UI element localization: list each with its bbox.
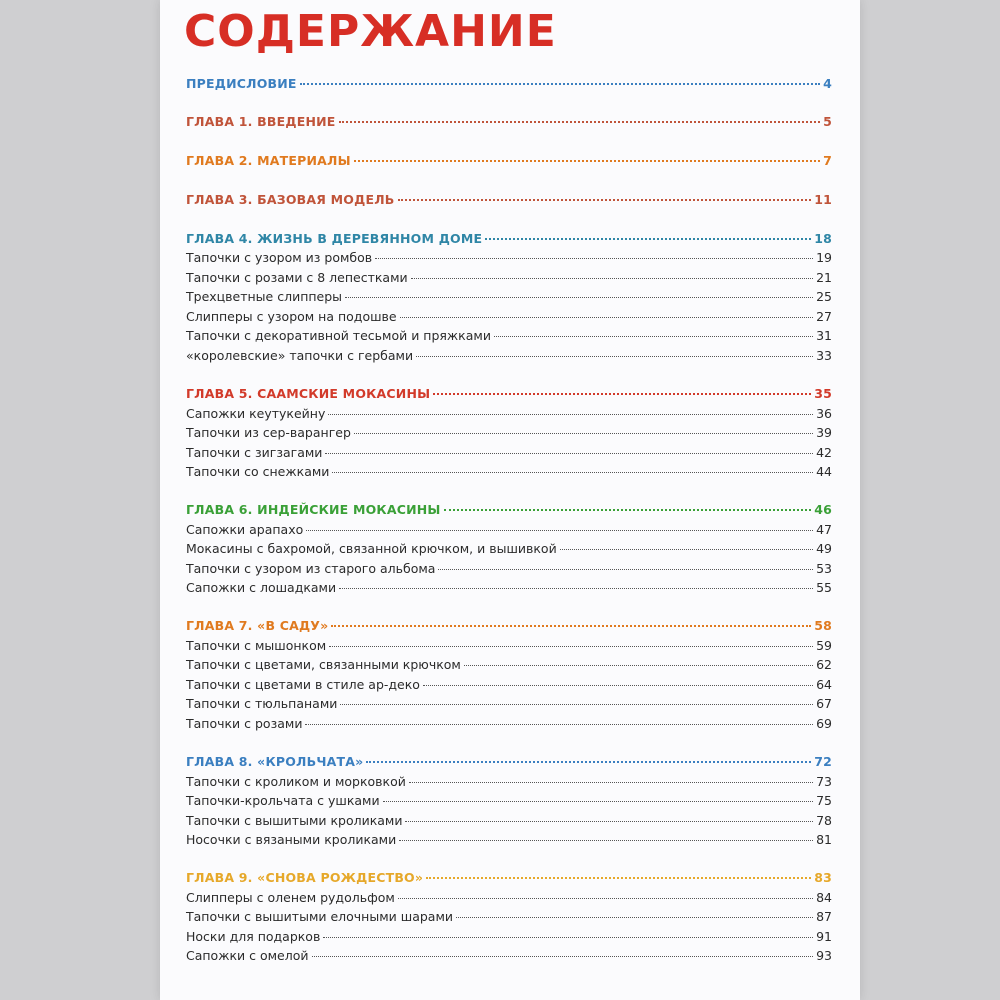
dot-leader [312, 956, 814, 957]
toc-entry-label: Тапочки со снежками [186, 464, 330, 479]
dot-leader [456, 917, 813, 918]
toc-page-number: 33 [816, 348, 832, 363]
toc-page-number: 84 [816, 890, 832, 905]
toc-page-number: 59 [816, 638, 832, 653]
toc-page-number: 11 [814, 192, 832, 207]
toc-page-number: 53 [816, 561, 832, 576]
toc-entry-label: ГЛАВА 5. СААМСКИЕ МОКАСИНЫ [186, 386, 431, 401]
toc-entry-label: Слипперы с узором на подошве [186, 309, 397, 324]
dot-leader [325, 453, 813, 454]
toc-item-row [186, 888, 832, 907]
toc-item-row [186, 907, 832, 926]
dot-leader [444, 509, 812, 511]
toc-item-row [186, 287, 832, 306]
toc-entry-label: ГЛАВА 7. «В САДУ» [186, 618, 329, 633]
dot-leader [416, 356, 813, 357]
toc-chapter-row [186, 384, 832, 403]
toc-chapter-row [186, 151, 832, 170]
dot-leader [409, 782, 813, 783]
toc-page-number: 27 [816, 309, 832, 324]
toc-entry-label: Тапочки с декоративной тесьмой и пряжками [186, 328, 491, 343]
toc-item-row [186, 326, 832, 345]
dot-leader [438, 569, 813, 570]
toc-page-number: 58 [814, 618, 832, 633]
toc-page-number: 42 [816, 445, 832, 460]
toc-page-number: 21 [816, 270, 832, 285]
toc-page-number: 36 [816, 406, 832, 421]
toc-entry-label: Тапочки из сер-варангер [186, 425, 351, 440]
toc-page-number: 25 [816, 289, 832, 304]
dot-leader [332, 472, 813, 473]
toc-page-number: 35 [814, 386, 832, 401]
toc-chapter-row [186, 229, 832, 248]
toc-entry-label: Тапочки с мышонком [186, 638, 327, 653]
toc-page-number: 18 [814, 231, 832, 246]
toc-page-number: 69 [816, 716, 832, 731]
toc-page-number: 19 [816, 250, 832, 265]
dot-leader [411, 278, 813, 279]
toc-item-row [186, 694, 832, 713]
toc-entry-label: Тапочки с тюльпанами [186, 696, 338, 711]
dot-leader [485, 238, 811, 240]
dot-leader [329, 646, 813, 647]
toc-entry-label: Тапочки с кроликом и морковкой [186, 774, 406, 789]
toc-item-row [186, 578, 832, 597]
toc-item-row [186, 772, 832, 791]
toc-page-number: 93 [816, 948, 832, 963]
toc-page-number: 5 [823, 114, 832, 129]
dot-leader [433, 393, 811, 395]
dot-leader [339, 121, 821, 123]
toc-item-row [186, 423, 832, 442]
toc-page-number: 72 [814, 754, 832, 769]
toc-item-row [186, 404, 832, 423]
dot-leader [340, 704, 813, 705]
dot-leader [328, 414, 813, 415]
dot-leader [345, 297, 813, 298]
toc-item-row [186, 307, 832, 326]
toc-chapter-row [186, 752, 832, 771]
toc-item-row [186, 520, 832, 539]
dot-leader [354, 160, 820, 162]
toc-item-row [186, 791, 832, 810]
toc-item-row [186, 946, 832, 965]
toc-page-number: 55 [816, 580, 832, 595]
toc-entry-label: ПРЕДИСЛОВИЕ [186, 76, 297, 91]
dot-leader [300, 83, 820, 85]
toc-item-row [186, 927, 832, 946]
toc-entry-label: ГЛАВА 9. «СНОВА РОЖДЕСТВО» [186, 870, 424, 885]
dot-leader [398, 199, 812, 201]
toc-page-number: 47 [816, 522, 832, 537]
dot-leader [339, 588, 813, 589]
dot-leader [398, 898, 813, 899]
dot-leader [354, 433, 813, 434]
toc-entry-label: Тапочки с зигзагами [186, 445, 323, 460]
toc-entry-label: Сапожки с лошадками [186, 580, 337, 595]
toc-entry-label: Тапочки с цветами, связанными крючком [186, 657, 461, 672]
toc-item-row [186, 675, 832, 694]
dot-leader [323, 937, 813, 938]
toc-entry-label: Слипперы с оленем рудольфом [186, 890, 395, 905]
dot-leader [405, 821, 813, 822]
toc-page-number: 73 [816, 774, 832, 789]
toc-entry-label: Тапочки с цветами в стиле ар-деко [186, 677, 420, 692]
toc-entry-label: Носки для подарков [186, 929, 321, 944]
toc-item-row [186, 462, 832, 481]
toc-chapter-row [186, 112, 832, 131]
toc-page-number: 7 [823, 153, 832, 168]
toc-item-row [186, 539, 832, 558]
toc-item-row [186, 268, 832, 287]
toc-entry-label: ГЛАВА 1. ВВЕДЕНИЕ [186, 114, 336, 129]
toc-page-number: 75 [816, 793, 832, 808]
toc-item-row [186, 248, 832, 267]
toc-entry-label: Тапочки с розами [186, 716, 303, 731]
toc-item-row [186, 559, 832, 578]
toc-chapter-row [186, 190, 832, 209]
toc-entry-label: Носочки с вязаными кроликами [186, 832, 397, 847]
dot-leader [494, 336, 813, 337]
toc-entry-label: Тапочки с розами с 8 лепестками [186, 270, 408, 285]
toc-entry-label: Тапочки с узором из ромбов [186, 250, 373, 265]
toc-item-row [186, 811, 832, 830]
dot-leader [383, 801, 814, 802]
dot-leader [306, 530, 813, 531]
toc-entry-label: Тапочки с вышитыми елочными шарами [186, 909, 453, 924]
toc-item-row [186, 636, 832, 655]
toc-page-number: 81 [816, 832, 832, 847]
toc-page-number: 83 [814, 870, 832, 885]
toc-item-row [186, 346, 832, 365]
toc-entry-label: Тапочки с вышитыми кроликами [186, 813, 403, 828]
toc-entry-label: ГЛАВА 6. ИНДЕЙСКИЕ МОКАСИНЫ [186, 502, 441, 517]
toc-entry-label: Сапожки с омелой [186, 948, 309, 963]
toc-entry-label: ГЛАВА 2. МАТЕРИАЛЫ [186, 153, 351, 168]
dot-leader [305, 724, 813, 725]
toc-page-number: 64 [816, 677, 832, 692]
toc-page-number: 87 [816, 909, 832, 924]
toc-entry-label: ГЛАВА 4. ЖИЗНЬ В ДЕРЕВЯННОМ ДОМЕ [186, 231, 483, 246]
toc-entry-label: «королевские» тапочки с гербами [186, 348, 414, 363]
toc-entry-label: Тапочки-крольчата с ушками [186, 793, 380, 808]
dot-leader [399, 840, 813, 841]
toc-entry-label: Мокасины с бахромой, связанной крючком, и вышивкой [186, 541, 557, 556]
toc-page-number: 78 [816, 813, 832, 828]
toc-chapter-row [186, 500, 832, 519]
toc-page-number: 31 [816, 328, 832, 343]
toc-entry-label: ГЛАВА 3. БАЗОВАЯ МОДЕЛЬ [186, 192, 395, 207]
toc-chapter-row [186, 616, 832, 635]
toc-page-number: 91 [816, 929, 832, 944]
toc-chapter-row [186, 868, 832, 887]
toc-entry-label: Сапожки кеутукейну [186, 406, 326, 421]
page-title: СОДЕРЖАНИЕ [184, 6, 557, 57]
toc-page-number: 62 [816, 657, 832, 672]
dot-leader [423, 685, 813, 686]
toc-page-number: 46 [814, 502, 832, 517]
dot-leader [375, 258, 813, 259]
toc-page-number: 49 [816, 541, 832, 556]
toc-item-row [186, 830, 832, 849]
toc-page-number: 67 [816, 696, 832, 711]
dot-leader [426, 877, 811, 879]
toc-item-row [186, 443, 832, 462]
toc-item-row [186, 714, 832, 733]
toc-entry-label: ГЛАВА 8. «КРОЛЬЧАТА» [186, 754, 364, 769]
dot-leader [331, 625, 811, 627]
toc-entry-label: Тапочки с узором из старого альбома [186, 561, 436, 576]
toc-chapter-row [186, 74, 832, 93]
toc-page-number: 39 [816, 425, 832, 440]
dot-leader [400, 317, 814, 318]
dot-leader [366, 761, 811, 763]
dot-leader [560, 549, 813, 550]
dot-leader [464, 665, 813, 666]
toc-item-row [186, 655, 832, 674]
toc-entry-label: Сапожки арапахо [186, 522, 304, 537]
toc-entry-label: Трехцветные слипперы [186, 289, 343, 304]
toc-page-number: 44 [816, 464, 832, 479]
toc-page-number: 4 [823, 76, 832, 91]
